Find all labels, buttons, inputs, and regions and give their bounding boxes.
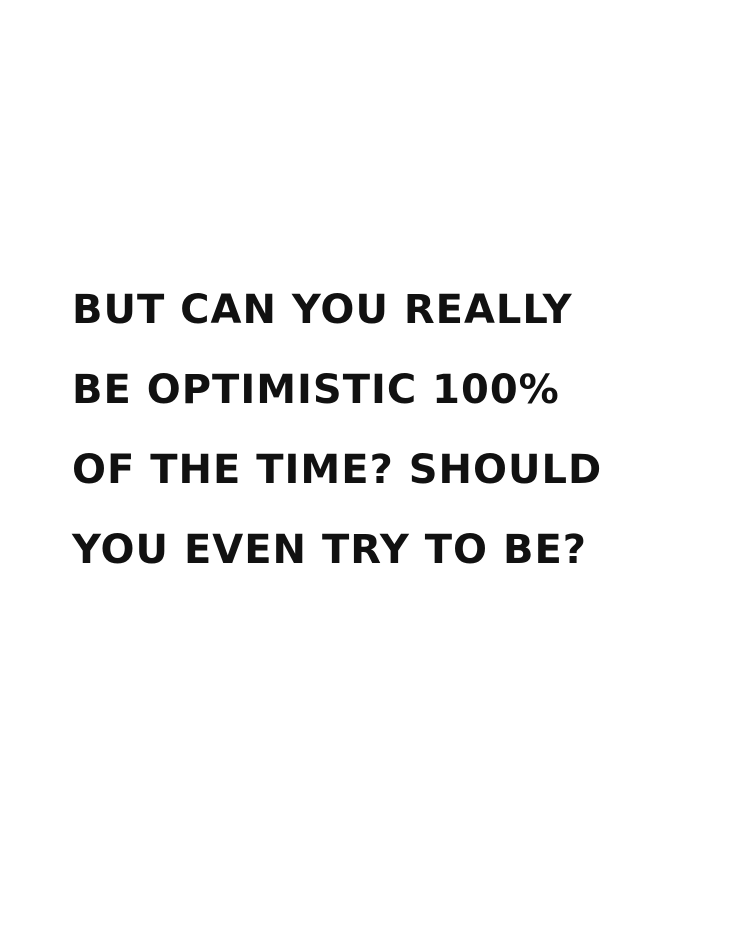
caption-line-3: OF THE TIME? SHOULD [72, 447, 603, 493]
caption-line-2: BE OPTIMISTIC 100% [72, 367, 560, 413]
caption-text [72, 270, 692, 590]
caption-line-4: YOU EVEN TRY TO BE? [72, 527, 587, 573]
caption-line-1: BUT CAN YOU REALLY [72, 287, 573, 333]
